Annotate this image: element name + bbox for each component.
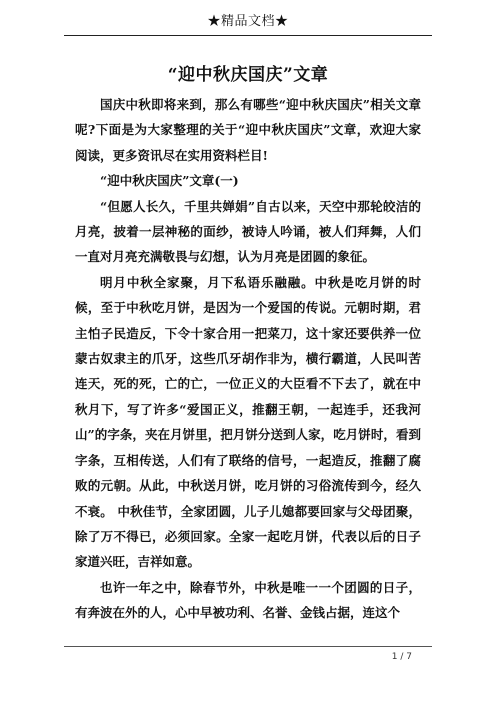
paragraph: 也许一年之中，除春节外，中秋是唯一一个团圆的日子，有奔波在外的人，心中早被功利、名誉、金钱占据，连这个 bbox=[75, 579, 421, 621]
footer-divider bbox=[64, 646, 432, 647]
paragraph-intro: 国庆中秋即将来到，那么有哪些“迎中秋庆国庆”相关文章呢?下面是为大家整理的关于“迎中秋庆国庆”文章，欢迎大家阅读，更多资讯尽在实用资料栏目! bbox=[75, 97, 421, 163]
header-divider bbox=[64, 35, 432, 36]
document-title: “迎中秋庆国庆”文章 bbox=[167, 65, 329, 85]
paragraph: “但愿人长久，千里共婵娟”自古以来，天空中那轮皎洁的月亮，披着一层神秘的面纱，被诗人吟诵，被人们拜舞，人们一直对月亮充满敬畏与幻想，认为月亮是团圆的象征。 bbox=[75, 198, 421, 265]
document-body bbox=[75, 92, 421, 626]
paragraph: 明月中秋全家聚，月下私语乐融融。中秋是吃月饼的时候，至于中秋吃月饼，是因为一个爱国的传说。元朝时期，君主怕子民造反，下令十家合用一把菜刀，这十家还要供养一位蒙古奴隶主的爪牙，这些爪牙胡作非为，横行霸道，人民叫苦连天，死的死，亡的亡，一位正义的大臣看不下去了，就在中秋月下，写了许多“爱国正义，推翻王朝，一起连手，还我河山”的字条，夹在月饼里，把月饼分送到人家，吃月饼时，看到字条，互相传送，人们有了联络的信号，一起造反，推翻了腐败的元朝。从此，中秋送月饼，吃月饼的习俗流传到今，经久不衰。 中秋佳节，全家团圆，儿子儿媳都要回家与父母团聚，除了万不得已，必须回家。全家一起吃月饼，代表以后的日子家道兴旺，吉祥如意。 bbox=[75, 274, 421, 570]
header-mark: ★精品文档★ bbox=[207, 14, 289, 29]
page-number: 1 / 7 bbox=[391, 652, 412, 662]
section-heading: “迎中秋庆国庆”文章(一) bbox=[100, 173, 239, 189]
